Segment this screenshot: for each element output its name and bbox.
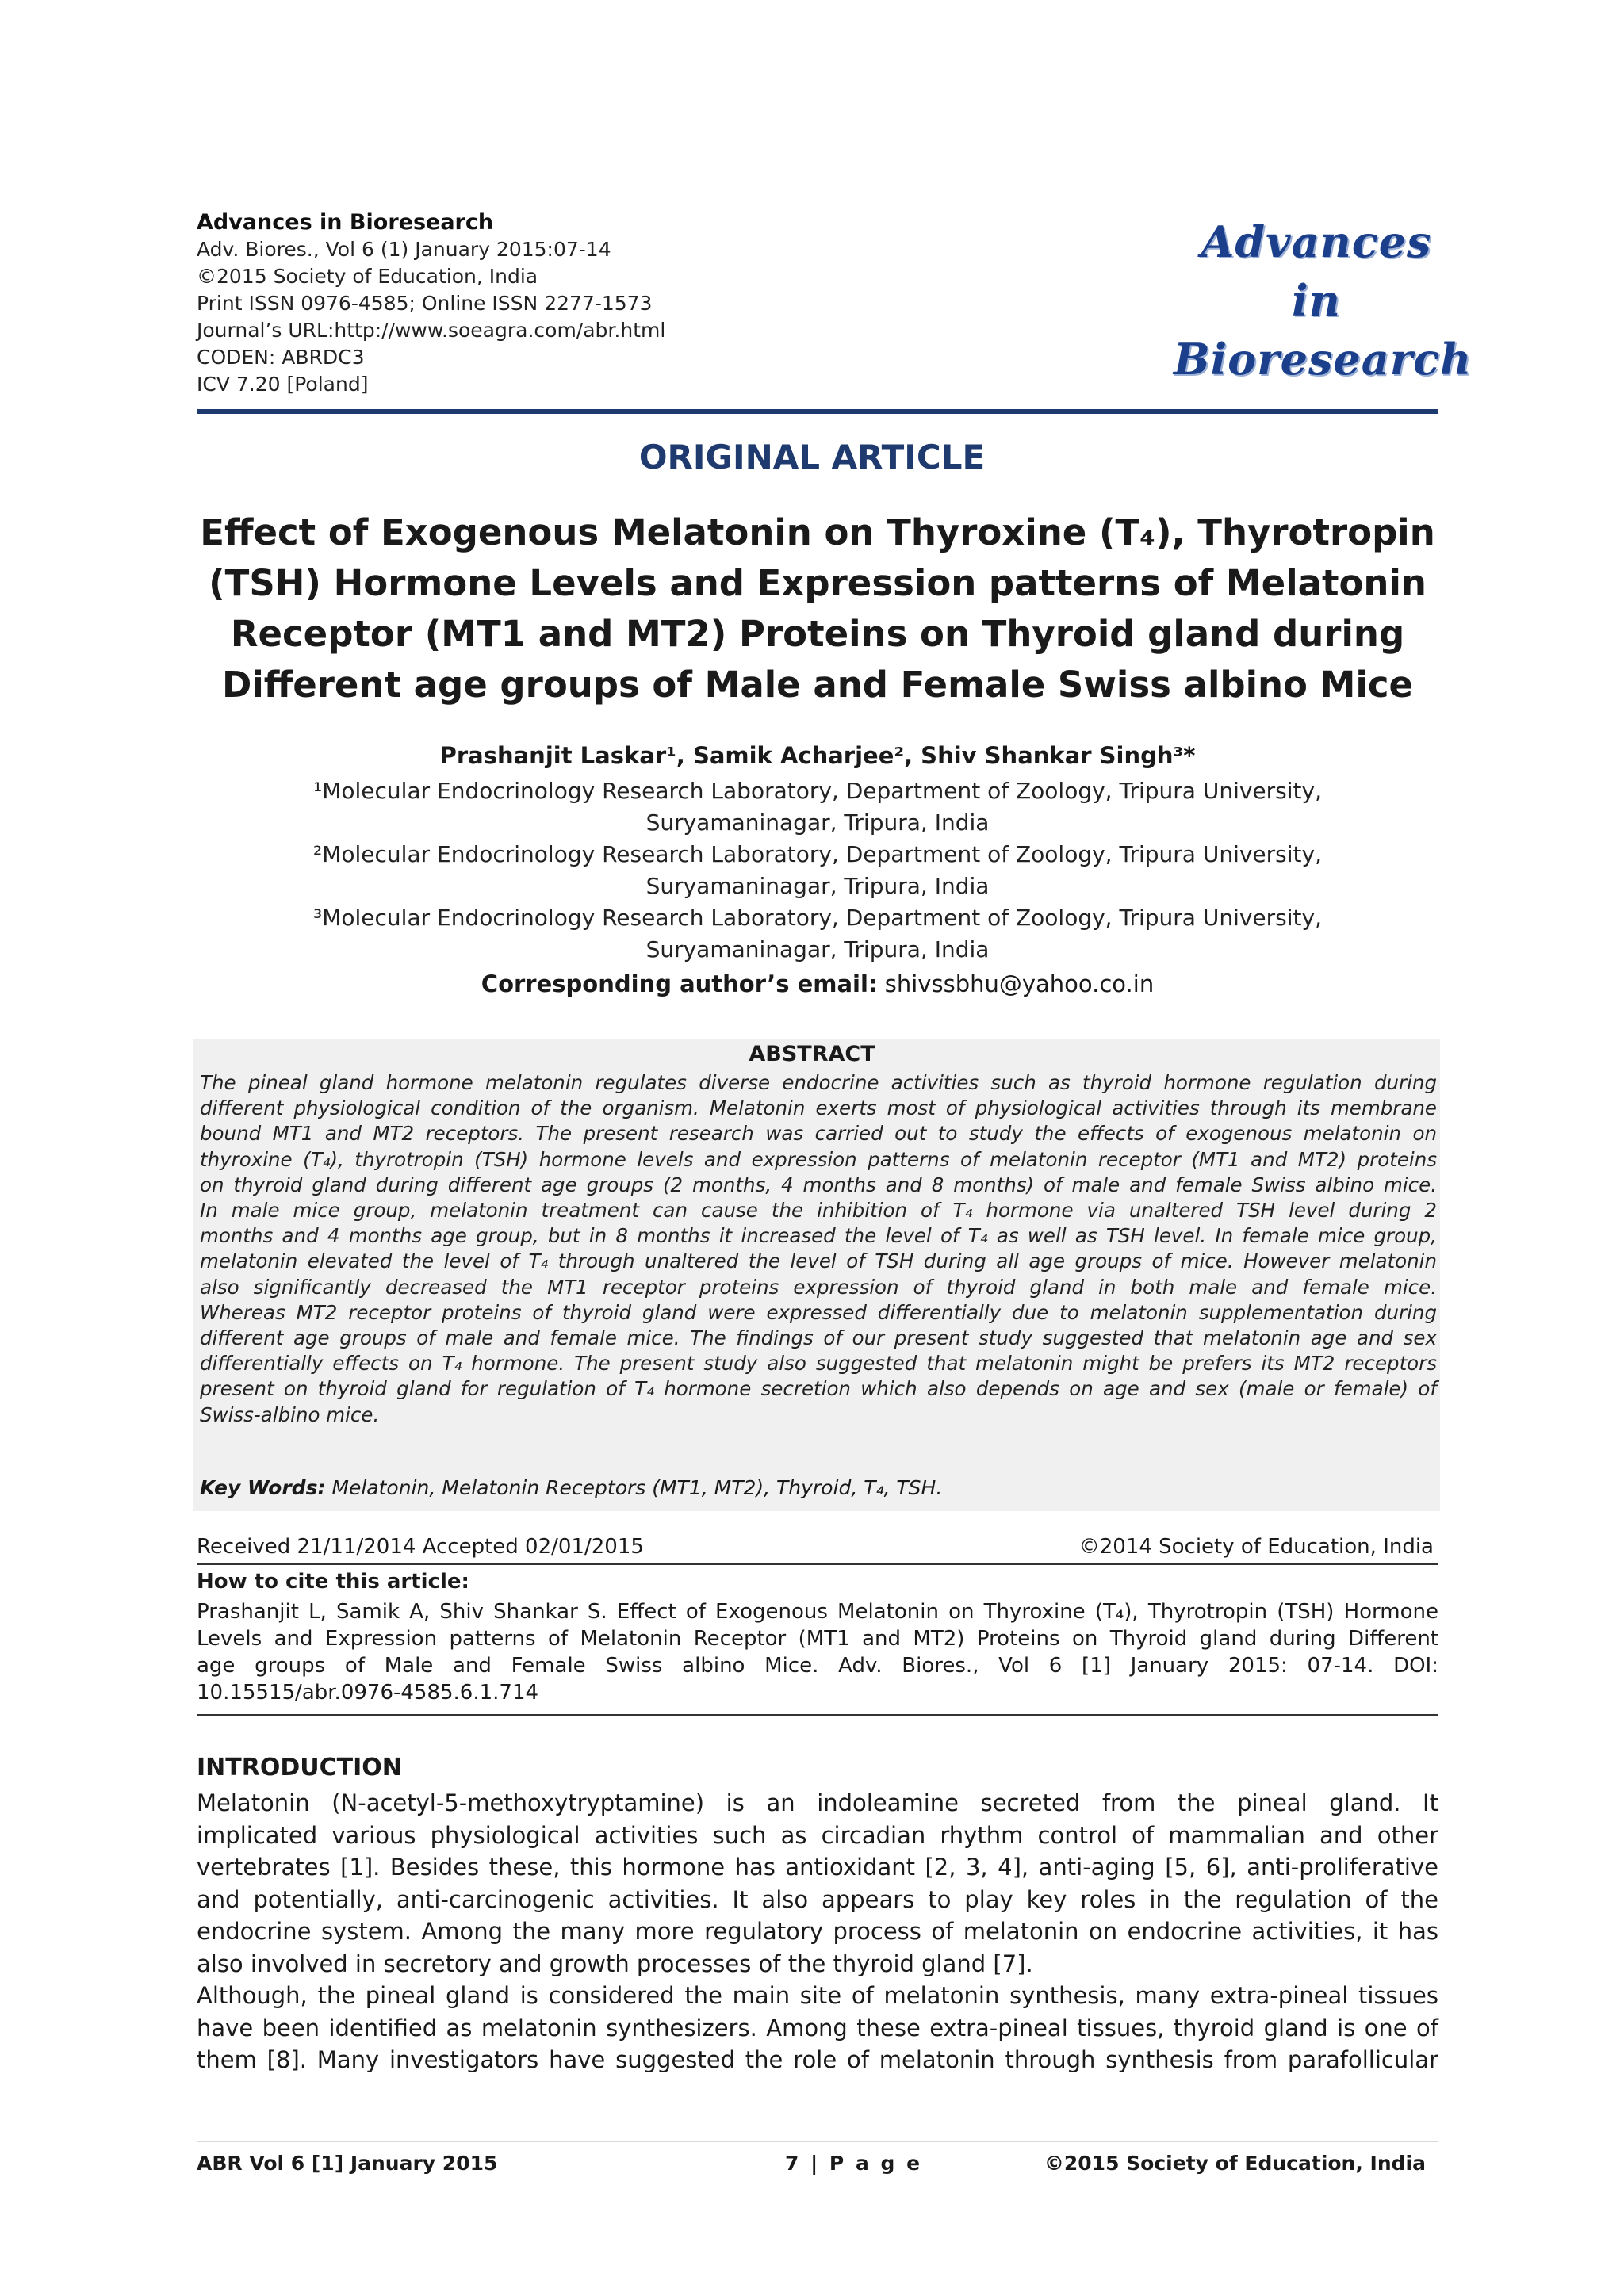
affiliation-line: Suryamaninagar, Tripura, India <box>645 936 990 962</box>
corresponding-email <box>197 970 1438 997</box>
keywords <box>200 1476 942 1499</box>
logo-line: Bioresearch <box>1174 334 1473 385</box>
abstract-title: ABSTRACT <box>749 1042 875 1066</box>
intro-line: also involved in secretory and growth processes of the thyroid gland [7]. <box>197 1950 1033 1977</box>
affiliation-line: ³Molecular Endocrinology Research Laboratory, Department of Zoology, Tripura University, <box>313 905 1322 931</box>
affiliation-line: ²Molecular Endocrinology Research Laboratory, Department of Zoology, Tripura University, <box>313 841 1322 867</box>
citation-text <box>197 1598 1438 1706</box>
journal-icv-line: ICV 7.20 [Poland] <box>197 373 369 396</box>
affiliation-line: ¹Molecular Endocrinology Research Laboratory, Department of Zoology, Tripura University, <box>313 778 1322 804</box>
footer-divider <box>197 2141 1438 2142</box>
abstract-line: different physiological condition of the organism. Melatonin exerts most of physiological activities through its membrane <box>200 1096 1437 1120</box>
citation-doi-line[interactable]: 10.15515/abr.0976-4585.6.1.714 <box>197 1681 539 1705</box>
title-line: Effect of Exogenous Melatonin on Thyroxine (T₄), Thyrotropin <box>200 511 1435 553</box>
abstract-line: present on thyroid gland for regulation of T₄ hormone secretion which also depends on age and sex (male or female) of <box>200 1377 1437 1401</box>
footer-issue: ABR Vol 6 [1] January 2015 <box>197 2152 498 2175</box>
article-copyright: ©2014 Society of Education, India <box>1078 1535 1434 1559</box>
abstract-line: thyroxine (T₄), thyrotropin (TSH) hormone levels and expression patterns of melatonin receptor (MT1 and MT2) proteins <box>200 1147 1437 1171</box>
introduction-text <box>197 1787 1438 2076</box>
journal-logo <box>1174 212 1473 388</box>
intro-line: endocrine system. Among the many more regulatory process of melatonin on endocrine activities, it has <box>197 1918 1438 1945</box>
journal-coden-line: CODEN: ABRDC3 <box>197 346 365 369</box>
journal-citation-line: Adv. Biores., Vol 6 (1) January 2015:07-14 <box>197 238 611 261</box>
intro-line: them [8]. Many investigators have suggested the role of melatonin through synthesis from parafollicular <box>197 2046 1438 2073</box>
logo-line: in <box>1292 275 1341 326</box>
intro-line: implicated various physiological activities such as circadian rhythm control of mammalian and other <box>197 1821 1438 1849</box>
affiliation-line: Suryamaninagar, Tripura, India <box>645 873 990 899</box>
abstract-line: In male mice group, melatonin treatment can cause the inhibition of T₄ hormone via unaltered TSH level during 2 <box>200 1199 1437 1223</box>
intro-line: have been identified as melatonin synthesizers. Among these extra-pineal tissues, thyroid gland is one of <box>197 2014 1438 2042</box>
affiliation-line: Suryamaninagar, Tripura, India <box>645 809 990 836</box>
intro-line: Melatonin (N-acetyl-5-methoxytryptamine) is an indoleamine secreted from the pineal gland. It <box>197 1789 1438 1816</box>
journal-url-line: Journal’s URL:http://www.soeagra.com/abr.html <box>197 319 666 342</box>
abstract-line: also significantly decreased the MT1 receptor proteins expression of thyroid gland in both male and female mice. <box>200 1275 1437 1299</box>
divider <box>197 1563 1438 1565</box>
logo-line: Advances <box>1201 216 1432 267</box>
journal-info <box>197 209 910 398</box>
title-line: Different age groups of Male and Female Swiss albino Mice <box>221 664 1414 706</box>
title-line: (TSH) Hormone Levels and Expression patterns of Melatonin <box>209 562 1427 604</box>
intro-line: and potentially, anti-carcinogenic activities. It also appears to play key roles in the regulation of the <box>197 1885 1438 1913</box>
abstract-line: The pineal gland hormone melatonin regulates diverse endocrine activities such as thyroid hormone regulation during <box>200 1071 1437 1094</box>
divider <box>197 1714 1438 1716</box>
introduction-heading: INTRODUCTION <box>197 1754 402 1781</box>
journal-copyright-line: ©2015 Society of Education, India <box>197 265 538 288</box>
intro-line: Although, the pineal gland is considered the main site of melatonin synthesis, many extra-pineal tissues <box>197 1982 1438 2009</box>
abstract-line: bound MT1 and MT2 receptors. The present research was carried out to study the effects of exogenous melatonin on <box>200 1122 1437 1146</box>
keywords-label: Key Words: <box>200 1476 326 1499</box>
abstract-line: on thyroid gland during different age groups (2 months, 4 months and 8 months) of male and female Swiss albino mice. <box>200 1173 1437 1196</box>
abstract-line: Swiss-albino mice. <box>200 1402 380 1426</box>
affiliations <box>197 775 1438 966</box>
footer-copyright: ©2015 Society of Education, India <box>1044 2152 1426 2175</box>
cite-heading: How to cite this article: <box>197 1570 469 1594</box>
citation-line: Levels and Expression patterns of Melatonin Receptor (MT1 and MT2) Proteins on Thyroid gland during Different <box>197 1627 1438 1651</box>
received-dates: Received 21/11/2014 Accepted 02/01/2015 <box>197 1535 644 1559</box>
email-address[interactable]: shivssbhu@yahoo.co.in <box>877 970 1155 997</box>
intro-line: vertebrates [1]. Besides these, this hormone has antioxidant [2, 3, 4], anti-aging [5, 6], anti-proliferative <box>197 1854 1438 1881</box>
abstract-text <box>200 1070 1437 1428</box>
email-label: Corresponding author’s email: <box>481 970 878 997</box>
abstract-line: melatonin elevated the level of T₄ through unaltered the level of TSH during all age groups of mice. However melatonin <box>200 1249 1437 1273</box>
abstract-line: months and 4 months age group, but in 8 months it increased the level of T₄ as well as TSH level. In female mice group, <box>200 1224 1437 1248</box>
footer-page-number: 7 | P a g e <box>785 2152 923 2175</box>
header-divider <box>197 409 1438 414</box>
abstract-line: Whereas MT2 receptor proteins of thyroid gland were expressed differentially due to melatonin supplementation during <box>200 1300 1437 1324</box>
author-list: Prashanjit Laskar¹, Samik Acharjee², Shiv Shankar Singh³* <box>439 742 1196 769</box>
journal-issn-line: Print ISSN 0976-4585; Online ISSN 2277-1573 <box>197 292 653 315</box>
citation-line: Prashanjit L, Samik A, Shiv Shankar S. Effect of Exogenous Melatonin on Thyroxine (T₄), Thyrotropin (TSH) Hormone <box>197 1600 1438 1624</box>
journal-name: Advances in Bioresearch <box>197 210 494 235</box>
title-line: Receptor (MT1 and MT2) Proteins on Thyroid gland during <box>230 613 1405 655</box>
abstract-line: different age groups of male and female mice. The findings of our present study suggested that melatonin age and sex <box>200 1326 1437 1350</box>
citation-line: age groups of Male and Female Swiss albino Mice. Adv. Biores., Vol 6 [1] January 2015: 07-14. DOI: <box>197 1654 1438 1678</box>
abstract-line: differentially effects on T₄ hormone. The present study also suggested that melatonin might be prefers its MT2 receptors <box>200 1352 1437 1376</box>
article-type: ORIGINAL ARTICLE <box>638 438 986 476</box>
keywords-text: Melatonin, Melatonin Receptors (MT1, MT2), Thyroid, T₄, TSH. <box>325 1476 943 1499</box>
article-title <box>197 507 1438 710</box>
